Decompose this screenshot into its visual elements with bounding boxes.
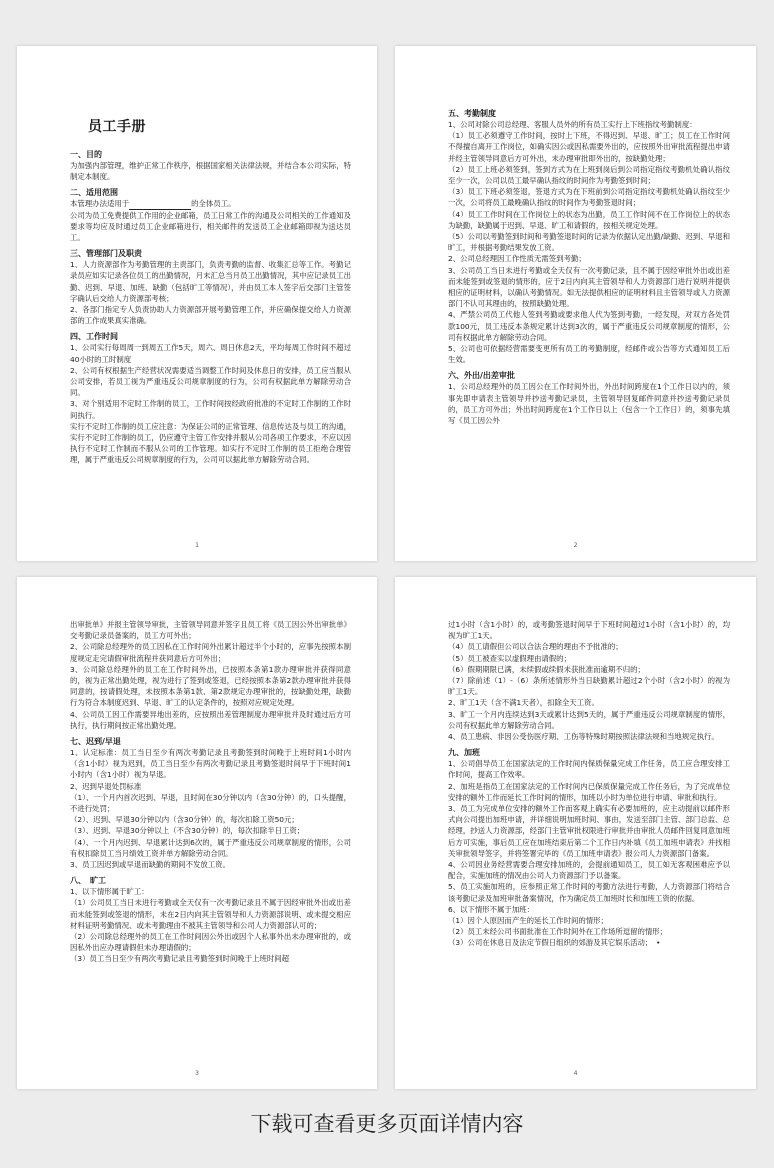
- paragraph: （5）公司以考勤签到时间和考勤签退时间的记录为依据认定出勤/缺勤、迟到、早退和旷工，并根据考勤结果发放工资。: [448, 232, 730, 253]
- paragraph: 3、员工因迟到或早退而缺勤的期间不发放工资。: [70, 860, 230, 870]
- paragraph: 3、旷工一个月内连续达到3天或累计达到5天的，属于严重违反公司规章制度的情形，公司有权据此单方解除劳动合同。: [448, 709, 730, 730]
- document-page-2: [395, 46, 756, 561]
- paragraph: （5）员工被查实以虚假理由请假的；: [448, 653, 571, 663]
- section-heading: 六、外出/出差审批: [448, 371, 515, 381]
- paragraph: （7）除前述（1）-（6）条所述情形外当日缺勤累计超过2个小时（含2小时）的视为旷工1天。: [448, 676, 730, 697]
- page-number: 2: [573, 542, 578, 549]
- page-number: 1: [195, 542, 199, 549]
- document-page-4: [395, 577, 756, 1089]
- paragraph: （4）、一个月内迟到、早退累计达到6次的，属于严重违反公司规章制度的情形，公司有权扣除员工当月绩效工资并单方解除劳动合同。: [70, 837, 351, 858]
- download-more-link[interactable]: 下载可查看更多页面详情内容: [250, 1112, 524, 1136]
- paragraph: 2、公司总经理因工作性质无需签到考勤；: [448, 254, 586, 264]
- paragraph: 4、公司因业务经营需要合理安排加班的，会提前通知员工，员工如无客观困难应予以配合，实施加班的情况由公司人力资源部门予以备案。: [448, 860, 730, 881]
- document-title: 员工手册: [88, 119, 146, 135]
- section-heading: 四、工作时间: [70, 332, 118, 342]
- paragraph: 2、迟到早退处罚标准: [70, 781, 142, 791]
- paragraph: [70, 198, 351, 209]
- page-number: 3: [195, 1070, 199, 1077]
- paragraph: 2、公司有权根据生产经营状况需要适当调整工作时间及休息日的安排，员工应当服从公司安排，若员工视为严重违反公司规章制度的行为，公司有权据此单方解除劳动合同。: [70, 365, 351, 398]
- paragraph: 1、认定标准：员工当日至少有两次考勤记录且考勤签到时间晚于上班时间1小时内（含1小时）视为迟到，员工当日至少有两次考勤记录且考勤签退时间早于下班时间1小时内（含1小时）视为早退。: [70, 748, 351, 780]
- paragraph: 5、公司也可依据经营需要变更所有员工的考勤制度，经邮件或公告等方式通知员工后生效。: [448, 344, 730, 365]
- paragraph: （4）员工工作时间在工作岗位上的状态为出勤，员工工作时间不在工作岗位上的状态为缺勤，缺勤属于迟到、早退、旷工和请假的，按相关规定处理。: [448, 209, 730, 230]
- paragraph: 3、公司员工当日未进行考勤或全天仅有一次考勤记录，且不属于因经审批外出或出差而未能签到或签退的情形的，应于2日内向其主管领导和人力资源部门进行说明并提供相应的证明材料，以确认考勤情况。如无法提供相应的证明材料且主管领导或人力资源部门不认可其理由的，按照缺勤处理。: [448, 265, 730, 309]
- paragraph: 4、严禁公司员工代他人签到考勤或要求他人代为签到考勤，一经发现，对双方各处罚款100元，员工违反本条规定累计达到3次的，属于严重违反公司规章制度的情形，公司有权据此单方解除劳动合同。: [448, 310, 730, 342]
- paragraph: （2）员工上班必须签到，签到方式为在上班到岗后到公司指定指纹考勤机处确认指纹至少一次，公司以员工最早确认指纹的时间作为考勤签到时间；: [448, 164, 730, 186]
- paragraph: 5、员工实施加班的，应参照正常工作时间的考勤方法进行考勤，人力资源部门将结合该考勤记录及加班审批备案情况，作为确定员工加班时长和加班工资的依据。: [448, 882, 730, 903]
- page-number: 4: [573, 1070, 578, 1077]
- paragraph: 2、公司除总经理外的员工因私在工作时间外出累计超过半个小时的，应事先按照本制度规定走完请假审批流程并获同意后方可外出；: [70, 642, 351, 663]
- paragraph: 公司为员工免费提供工作用的企业邮箱，员工日常工作的沟通及公司相关的工作通知及要求等均应及时通过员工企业邮箱进行，相关邮件的发送员工企业邮箱即视为送达员工。: [70, 210, 351, 243]
- paragraph: 1、公司对除公司总经理、客服人员外的所有员工实行上下班指纹考勤制度：: [448, 120, 697, 129]
- paragraph: 2、旷工1天（含不满1天者），扣除全天工资。: [448, 698, 599, 708]
- paragraph: 3、对个别适用不定时工作制的员工，工作时间按经政府批准的不定时工作制的工作时间执行。: [70, 399, 351, 420]
- section-heading: 二、适用范围: [70, 188, 118, 198]
- section-heading: 三、管理部门及职责: [70, 249, 142, 259]
- paragraph: 实行不定时工作制的员工应注意：为保证公司的正常管理、信息传达及与员工的沟通，实行不定时工作制的员工，仍应遵守主管工作安排并服从公司各项工作要求，不应以因执行不定时工作制而不服从公司的工作管理。如实行不定时工作制的员工拒绝合理管理，属于严重违反公司规章制度的行为，公司可以据此单方解除劳动合同。: [70, 421, 351, 465]
- paragraph: 2、加班是指员工在国家法定的工作时间内已保质保量完成工作任务后，为了完成单位安排的额外工作而延长工作时间的情形，加班以小时为单位进行申请、审批和执行。: [448, 781, 730, 802]
- section-heading: 九、加班: [448, 748, 480, 758]
- paragraph: 为加强内部管理，维护正常工作秩序，根据国家相关法律法规，并结合本公司实际，特制定本制度。: [70, 161, 351, 182]
- paragraph: （1）公司员工当日未进行考勤或全天仅有一次考勤记录且不属于因经审批外出或出差而未能签到或签退的情形，未在2日内向其主管领导和人力资源部说明、或未提交相应材料证明考勤情况、或未考勤理由不被其主管领导和公司人力资源部认可的；: [70, 898, 351, 930]
- paragraph: 6、以下情形不属于加班：: [448, 904, 535, 914]
- paragraph: 出审批单》并报主管领导审批，主管领导同意并签字且员工将《员工因公外出审批单》交考勤记录员备案的，员工方可外出；: [70, 620, 351, 641]
- paragraph: （3）、迟到、早退30分钟以上（不含30分钟）的，每次扣除半日工资；: [70, 826, 305, 836]
- scope-text: 本管理办法适用于: [70, 199, 130, 209]
- paragraph: （1）、一个月内首次迟到、早退，且时间在30分钟以内（含30分钟）的，口头提醒，不进行处罚；: [70, 792, 351, 814]
- paragraph: （1）因个人原因而产生的延长工作时间的情形；: [448, 916, 608, 926]
- paragraph: 1、公司总经理外的员工因公在工作时间外出，外出时间跨度在1个工作日以内的，须事先即申请表主管领导并抄送考勤记录员，主管领导回复邮件同意并抄送考勤记录员的，员工方可外出；外出时间跨度在1个工作日以上（包含一个工作日）的，须事先填写《员工因公外: [448, 382, 730, 426]
- paragraph: 1、公司倡导员工在国家法定的工作时间内保质保量完成工作任务，员工应合理安排工作时间，提高工作效率。: [448, 759, 730, 780]
- paragraph: 2、各部门指定专人负责协助人力资源部开展考勤管理工作，并应确保提交给人力资源部的工作成果真实准确。: [70, 305, 351, 326]
- paragraph: （2）员工未经公司书面批准在工作时间外在工作场所逗留的情形；: [448, 927, 668, 937]
- section-heading: 五、考勤制度: [448, 109, 496, 118]
- paragraph: （2）、迟到、早退30分钟以内（含30分钟）的，每次扣除工资50元；: [70, 815, 299, 825]
- document-page-1: [17, 46, 377, 561]
- paragraph: 4、员工患病、非因公受伤医疗期、工伤等特殊时期按照法律法规和当地规定执行。: [448, 732, 719, 742]
- paragraph: （3）员工下班必须签退，签退方式为在下班前到公司指定指纹考勤机处确认指纹至少一次，公司将员工最晚确认指纹的时间作为考勤签退时间；: [448, 187, 730, 208]
- section-heading: 八、 旷工: [70, 876, 106, 886]
- paragraph: 1、人力资源部作为考勤管理的主责部门，负责考勤的监督、收集汇总等工作。考勤记录员应如实记录各位员工的出勤情况，月末汇总当月员工出勤情况，其中应记录员工出勤、迟到、早退、加班、缺勤（包括旷工等情况），并由员工本人签字后交部门主管签字确认后交给人力资源部考核；: [70, 260, 351, 303]
- paragraph: （6）假期期限已满，未续假或续假未获批准而逾期不归的；: [448, 664, 645, 674]
- paragraph: 1、以下情形属于旷工：: [70, 887, 149, 897]
- paragraph: （3）公司在休息日及法定节假日组织的郊游及其它娱乐活动； •: [448, 938, 661, 948]
- blank-underline: [129, 201, 191, 210]
- paragraph: 3、员工为完成单位安排的额外工作而客观上确实有必要加班的，应主动提前以邮件形式向公司提出加班申请，并详细说明加班时间、事由，发送至部门主管、部门总监、总经理，抄送人力资源部，经部门主管审批权限进行审批并由审批人员邮件回复同意加班后方可实施，事后员工应在加班结束后第二个工作日内补填《员工加班申请表》并找相关审批领导签字，并将签署完毕的《员工加班申请表》报公司人力资源部门备案。: [448, 804, 730, 858]
- scope-text-end: 的全体员工。: [191, 199, 236, 209]
- paragraph: （4）员工请假但公司以合法合理的理由不予批准的；: [448, 642, 623, 652]
- paragraph: 4、公司员工因工作需要异地出差的，应按照出差管理制度办理审批并及时通过后方可执行，执行期间按正常出勤处理。: [70, 709, 351, 730]
- paragraph: 3、公司除总经理外的员工在工作时间外出，已按照本条第1款办理审批并获得同意的，视为正常出勤处理，视为进行了签到或签退，已经按照本条第2款办理审批并获得同意的，按请假处理，未按照本条第1款、第2款规定办理审批的，按缺勤处理，缺勤行为符合本制度迟到、早退、旷工的认定条件的，按照对应规定处理。: [70, 664, 351, 708]
- paragraph: 过1小时（含1小时）的，或考勤签退时间早于下班时间超过1小时（含1小时）的，均视为旷工1天。: [448, 620, 730, 641]
- paragraph: （2）公司除总经理外的员工在工作时间因公外出或因个人私事外出未办理审批的，或因私外出应办理请假但未办理请假的；: [70, 932, 351, 953]
- section-heading: 七、迟到/早退: [70, 737, 121, 747]
- paragraph: 1、公司实行每周周一到周五工作5天，周六、周日休息2天，平均每周工作时间不超过40小时的工时制度: [70, 343, 351, 364]
- section-heading: 一、目的: [70, 150, 102, 159]
- paragraph: （1）员工必须遵守工作时间，按时上下班，不得迟到、早退、旷工；员工在工作时间不得擅自离开工作岗位，如确实因公或因私需要外出的，应按照外出审批流程提出申请并经主管领导同意后方可外出，未办理审批即外出的，按缺勤处理；: [448, 131, 730, 163]
- paragraph: （3）员工当日至少有两次考勤记录且考勤签到时间晚于上班时间超: [70, 954, 290, 964]
- document-page-3: [17, 577, 377, 1089]
